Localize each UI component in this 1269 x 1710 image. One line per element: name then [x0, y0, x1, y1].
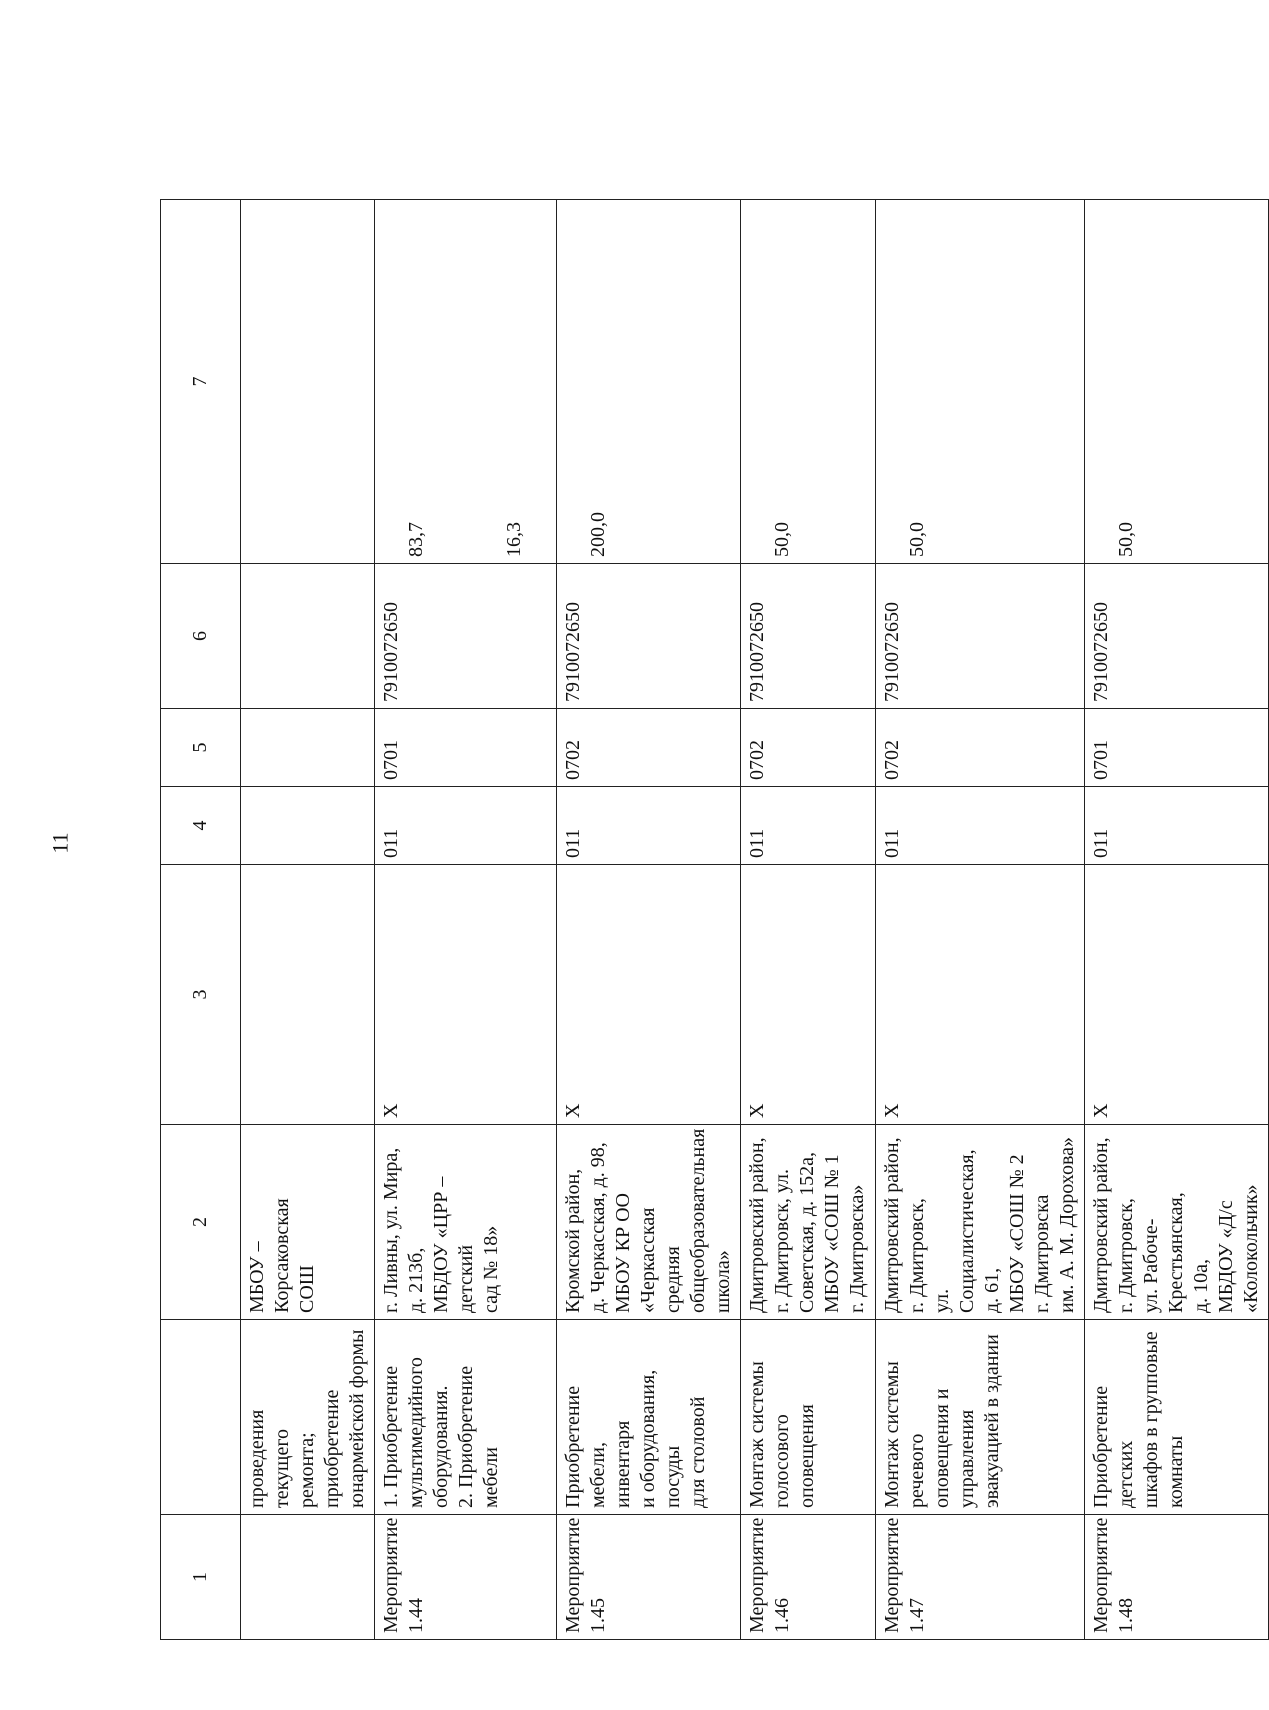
- cell-col6: 7910072650: [557, 564, 741, 709]
- cell-description: проведения текущего ремонта; приобретение юнармейской формы: [241, 1320, 375, 1515]
- rotated-table-container: [160, 200, 1262, 1640]
- cell-col5: 0701: [1085, 709, 1269, 787]
- cell-col4: 011: [375, 787, 557, 865]
- table-row: [1085, 200, 1269, 1640]
- header-cell: 7: [161, 200, 241, 564]
- cell-event: Мероприятие 1.46: [741, 1515, 876, 1640]
- cell-description: Приобретение мебели, инвентаря и оборудования, посуды для столовой: [557, 1320, 741, 1515]
- cell-address: Дмитровский район, г. Дмитровск, ул. Рабоче-Крестьянская, д. 10а, МБДОУ «Д/с «Колокольчик»: [1085, 1125, 1269, 1320]
- cell-event: Мероприятие 1.48: [1085, 1515, 1269, 1640]
- table-row: [375, 200, 557, 1640]
- cell-amount: [741, 200, 876, 564]
- table-header-row: [161, 200, 241, 1640]
- cell-description: Монтаж системы голосового оповещения: [741, 1320, 876, 1515]
- amount-value: 83,7: [405, 522, 427, 557]
- cell-description: 1. Приобретение мультимедийного оборудования. 2. Приобретение мебели: [375, 1320, 557, 1515]
- cell-col4: 011: [557, 787, 741, 865]
- cell-col5: 0702: [741, 709, 876, 787]
- header-cell: 1: [161, 1515, 241, 1640]
- cell-address: Дмитровский район, г. Дмитровск, ул. Социалистическая, д. 61, МБОУ «СОШ № 2 г. Дмитровска им. А. М. Дорохова»: [876, 1125, 1085, 1320]
- cell-col5: [241, 709, 375, 787]
- cell-amount: [1085, 200, 1269, 564]
- cell-description: Монтаж системы речевого оповещения и управления эвакуацией в здании: [876, 1320, 1085, 1515]
- cell-col4: [241, 787, 375, 865]
- header-cell: [161, 1320, 241, 1515]
- cell-col4: 011: [1085, 787, 1269, 865]
- cell-col5: 0701: [375, 709, 557, 787]
- cell-col3: X: [741, 865, 876, 1125]
- cell-address: Дмитровский район, г. Дмитровск, ул. Советская, д. 152а, МБОУ «СОШ № 1 г. Дмитровска»: [741, 1125, 876, 1320]
- cell-description: Приобретение детских шкафов в групповые комнаты: [1085, 1320, 1269, 1515]
- cell-amount: [241, 200, 375, 564]
- cell-amount: [557, 200, 741, 564]
- table-row: [557, 200, 741, 1640]
- table-row: [241, 200, 375, 1640]
- header-cell: 2: [161, 1125, 241, 1320]
- cell-col4: 011: [876, 787, 1085, 865]
- amount-value: 50,0: [906, 522, 928, 557]
- cell-event: [241, 1515, 375, 1640]
- cell-event: Мероприятие 1.47: [876, 1515, 1085, 1640]
- cell-amount: [876, 200, 1085, 564]
- header-cell: 4: [161, 787, 241, 865]
- amount-value-2: 16,3: [503, 522, 525, 557]
- cell-event: Мероприятие 1.44: [375, 1515, 557, 1640]
- header-cell: 3: [161, 865, 241, 1125]
- cell-event: Мероприятие 1.45: [557, 1515, 741, 1640]
- cell-col4: 011: [741, 787, 876, 865]
- table-row: [876, 200, 1085, 1640]
- cell-col6: 7910072650: [741, 564, 876, 709]
- header-cell: 5: [161, 709, 241, 787]
- amount-value: 50,0: [771, 522, 793, 557]
- data-table: [160, 199, 1269, 1640]
- amount-value: 200,0: [587, 512, 609, 557]
- cell-col5: 0702: [876, 709, 1085, 787]
- cell-address: МБОУ – Корсаковская СОШ: [241, 1125, 375, 1320]
- table-row: [741, 200, 876, 1640]
- cell-col3: [241, 865, 375, 1125]
- cell-amount: [375, 200, 557, 564]
- amount-value: 50,0: [1115, 522, 1137, 557]
- cell-col3: X: [1085, 865, 1269, 1125]
- cell-col3: X: [375, 865, 557, 1125]
- cell-col3: X: [876, 865, 1085, 1125]
- page-number: 11: [47, 832, 73, 854]
- cell-col6: 7910072650: [375, 564, 557, 709]
- cell-address: г. Ливны, ул. Мира, д. 213б, МБДОУ «ЦРР – детский сад № 18»: [375, 1125, 557, 1320]
- cell-col6: [241, 564, 375, 709]
- cell-col6: 7910072650: [1085, 564, 1269, 709]
- cell-address: Кромской район, д. Черкасская, д. 98, МБОУ КР ОО «Черкасская средняя общеобразовательная школа»: [557, 1125, 741, 1320]
- cell-col3: X: [557, 865, 741, 1125]
- cell-col5: 0702: [557, 709, 741, 787]
- header-cell: 6: [161, 564, 241, 709]
- cell-col6: 7910072650: [876, 564, 1085, 709]
